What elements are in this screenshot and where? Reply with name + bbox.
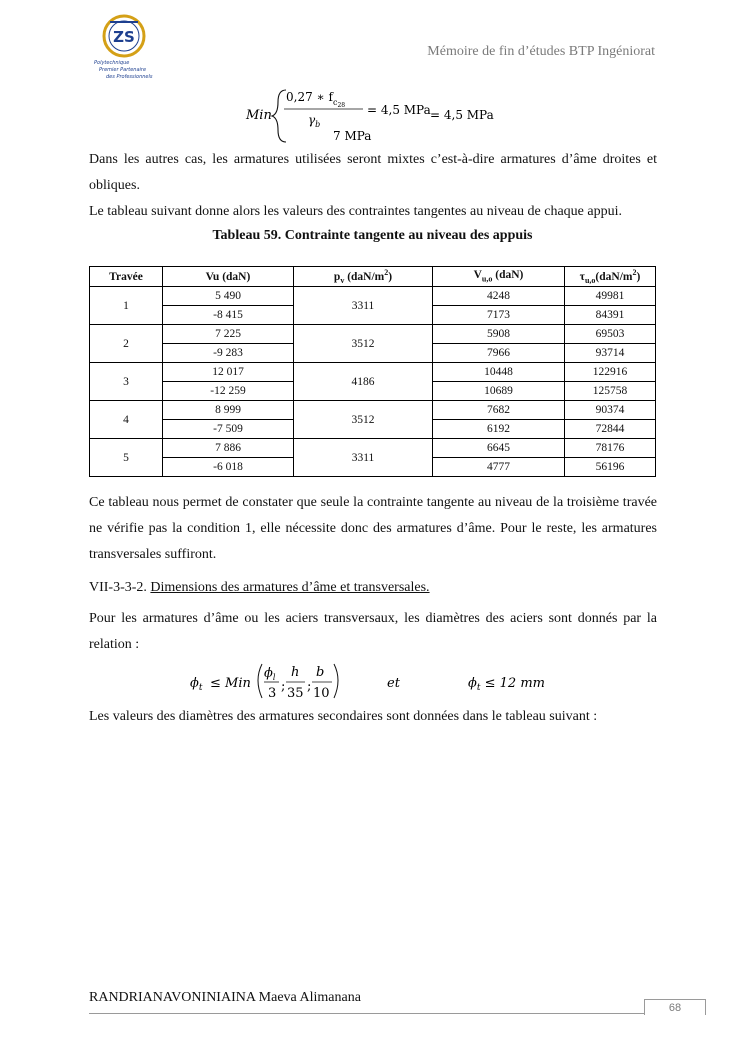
formula2-et: et bbox=[387, 676, 400, 691]
table-header-row bbox=[90, 267, 656, 287]
cell-vuo: 7682 bbox=[433, 401, 565, 420]
formula1-eq1: = 4,5 MPa bbox=[367, 103, 431, 117]
cell-tau: 69503 bbox=[565, 325, 656, 344]
table-row bbox=[90, 325, 656, 344]
footer-divider bbox=[89, 1013, 655, 1014]
cell-vu: 7 886 bbox=[163, 439, 294, 458]
table-row bbox=[90, 401, 656, 420]
cell-travee: 3 bbox=[90, 363, 163, 401]
table-row bbox=[90, 363, 656, 382]
cell-pv: 3311 bbox=[294, 287, 433, 325]
cell-vu: 12 017 bbox=[163, 363, 294, 382]
cell-vuo: 10448 bbox=[433, 363, 565, 382]
cell-vuo: 6192 bbox=[433, 420, 565, 439]
formula-bar-diameter bbox=[0, 660, 745, 704]
cell-vu: 5 490 bbox=[163, 287, 294, 306]
cell-tau: 90374 bbox=[565, 401, 656, 420]
cell-vu: 8 999 bbox=[163, 401, 294, 420]
section-title: Dimensions des armatures d’âme et transversales. bbox=[150, 580, 430, 595]
cell-pv: 3311 bbox=[294, 439, 433, 477]
formula1-result: = 4,5 MPa bbox=[430, 108, 494, 122]
cell-vuo: 4777 bbox=[433, 458, 565, 477]
formula1-second: 7 MPa bbox=[333, 129, 372, 143]
cell-tau: 72844 bbox=[565, 420, 656, 439]
cell-pv: 3512 bbox=[294, 401, 433, 439]
header-vu: Vu (daN) bbox=[163, 267, 294, 287]
cell-vu: -9 283 bbox=[163, 344, 294, 363]
section-heading bbox=[89, 580, 430, 596]
formula2-phi: $\phi_l$ bbox=[264, 666, 276, 682]
cell-vuo: 10689 bbox=[433, 382, 565, 401]
formula2-d3: 10 bbox=[313, 686, 330, 701]
header-tau: $\tau_{u,o}(daN/m^2)$ bbox=[565, 267, 656, 287]
shear-stress-table bbox=[89, 266, 656, 477]
cell-tau: 84391 bbox=[565, 306, 656, 325]
logo-tagline-3: des Professionnels bbox=[106, 74, 153, 80]
svg-text:ZS: ZS bbox=[113, 28, 135, 46]
formula2-b: b bbox=[316, 665, 325, 680]
logo-tagline-1: Polytechnique bbox=[94, 60, 130, 66]
formula1-num: 0,27 ∗ $f_c28$ bbox=[286, 90, 346, 109]
section-number: VII-3-3-2. bbox=[89, 580, 151, 595]
header-title: Mémoire de fin d’études BTP Ingéniorat bbox=[427, 44, 655, 59]
cell-vuo: 4248 bbox=[433, 287, 565, 306]
cell-travee: 1 bbox=[90, 287, 163, 325]
formula1-den: $\gamma_b$ bbox=[308, 113, 321, 129]
logo-tagline-2: Premier Partenaire bbox=[99, 67, 147, 73]
footer-author: RANDRIANAVONINIAINA Maeva Alimanana bbox=[89, 990, 361, 1005]
formula2-d1: 3 bbox=[268, 686, 277, 701]
cell-tau: 56196 bbox=[565, 458, 656, 477]
cell-vuo: 6645 bbox=[433, 439, 565, 458]
cell-vuo: 7173 bbox=[433, 306, 565, 325]
formula2-h: h bbox=[291, 665, 300, 680]
formula2-sep2: ; bbox=[307, 679, 312, 694]
paragraph-secondary-bars: Les valeurs des diamètres des armatures secondaires sont données dans le tableau suivant : bbox=[89, 709, 598, 724]
cell-pv: 3512 bbox=[294, 325, 433, 363]
page-number: 68 bbox=[644, 999, 706, 1015]
table-row bbox=[90, 287, 656, 306]
formula2-sep1: ; bbox=[281, 679, 286, 694]
header-pv: $p_v$ $(daN/m^2)$ bbox=[294, 267, 433, 287]
cell-vu: 7 225 bbox=[163, 325, 294, 344]
formula1-min: Min bbox=[246, 108, 272, 123]
cell-vu: -7 509 bbox=[163, 420, 294, 439]
formula2-leq-min: ≤ Min bbox=[210, 676, 251, 691]
table-row bbox=[90, 439, 656, 458]
paragraph-mixed-reinforcement: Dans les autres cas, les armatures utilisées seront mixtes c’est-à-dire armatures d’âme droites et obliques. bbox=[89, 152, 657, 193]
cell-vuo: 5908 bbox=[433, 325, 565, 344]
cell-vu: -8 415 bbox=[163, 306, 294, 325]
cell-vu: -12 259 bbox=[163, 382, 294, 401]
cell-tau: 49981 bbox=[565, 287, 656, 306]
formula2-lhs: $\phi_t$ bbox=[190, 676, 203, 693]
header-travee: Travée bbox=[90, 267, 163, 287]
table-caption: Tableau 59. Contrainte tangente au niveau des appuis bbox=[212, 228, 533, 243]
paragraph-relation-intro: Pour les armatures d’âme ou les aciers transversaux, les diamètres des aciers sont donnés par la relation : bbox=[89, 611, 657, 652]
cell-travee: 4 bbox=[90, 401, 163, 439]
cell-travee: 5 bbox=[90, 439, 163, 477]
paragraph-table-conclusion: Ce tableau nous permet de constater que seule la contrainte tangente au niveau de la troisième travée ne vérifie pas la condition 1, elle nécessite donc des armatures d’âme. Pour le reste, les armatures transversales suffiront. bbox=[89, 495, 657, 562]
cell-tau: 122916 bbox=[565, 363, 656, 382]
formula2-rhs: $\phi_t \le 12$ mm bbox=[468, 676, 545, 693]
formula2-d2: 35 bbox=[287, 686, 304, 701]
formula-min-shear bbox=[0, 86, 745, 146]
cell-vuo: 7966 bbox=[433, 344, 565, 363]
cell-tau: 93714 bbox=[565, 344, 656, 363]
cell-tau: 125758 bbox=[565, 382, 656, 401]
cell-pv: 4186 bbox=[294, 363, 433, 401]
paragraph-table-intro: Le tableau suivant donne alors les valeurs des contraintes tangentes au niveau de chaque appui. bbox=[89, 204, 622, 219]
cell-vu: -6 018 bbox=[163, 458, 294, 477]
header-vuo: $V_{u,o}$ (daN) bbox=[433, 267, 565, 287]
cell-travee: 2 bbox=[90, 325, 163, 363]
school-logo bbox=[92, 14, 158, 90]
cell-tau: 78176 bbox=[565, 439, 656, 458]
